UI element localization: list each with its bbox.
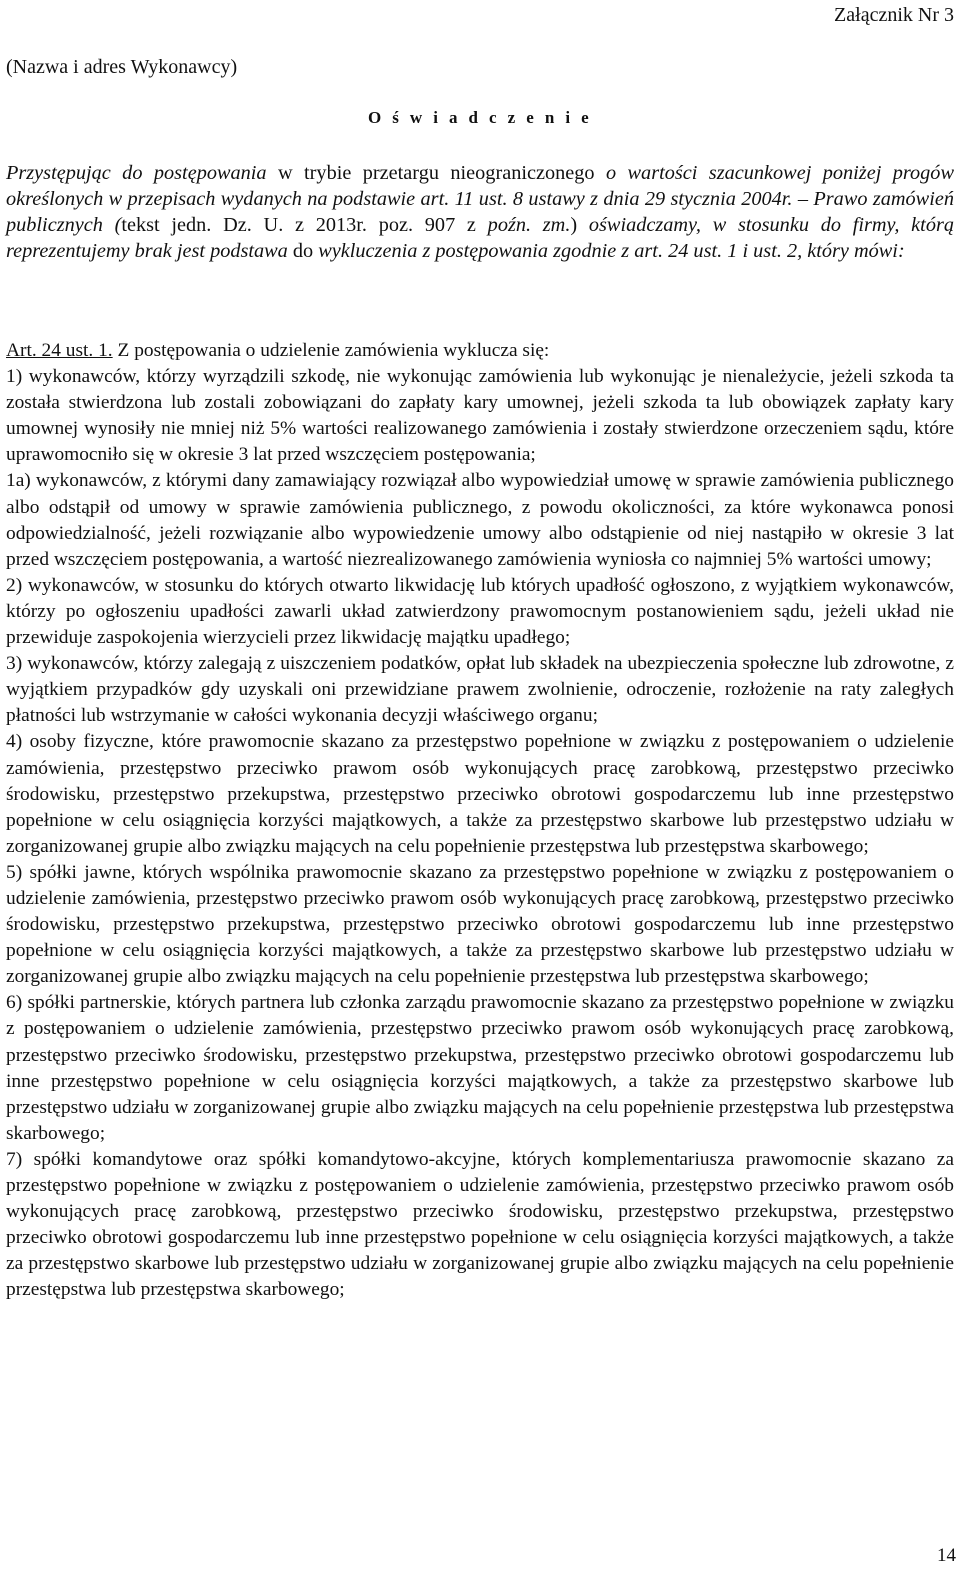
intro-part-3: o wartości szacunkowej poniżej progów określonych w przepisach wydanych na podstawie art. 11 ust. 8 ustawy z dnia 29 stycznia 2004r. – Prawo zamówień publicznych ( [6,162,954,236]
article-heading [6,338,954,364]
page-number: 14 [937,1545,956,1566]
intro-part-9: wykluczenia z postępowania zgodnie z art. 24 ust. 1 i ust. 2, który mówi: [318,240,905,262]
exclusion-point-6: 6) spółki partnerskie, których partnera lub członka zarządu prawomocnie skazano za przestępstwo popełnione w związku z postępowaniem o udzielenie zamówienia, przestępstwo przeciwko prawom osób wykonujących pracę zarobkową, przestępstwo przeciwko środowisku, przestępstwo przekupstwa, przestępstwo przeciwko obrotowi gospodarczemu lub inne przestępstwo popełnione w celu osiągnięcia korzyści majątkowych, a także za przestępstwo skarbowe lub przestępstwo udziału w zorganizowanej grupie albo związku mających na celu popełnienie przestępstwa lub przestępstwa skarbowego; [6,992,954,1144]
document-title: O ś w i a d c z e n i e [367,108,593,127]
article-intro-text: Z postępowania o udzielenie zamówienia wyklucza się: [112,340,550,361]
exclusion-point-5: 5) spółki jawne, których wspólnika prawomocnie skazano za przestępstwo popełnione w związku z postępowaniem o udzielenie zamówienia, przestępstwo przeciwko prawom osób wykonujących pracę zarobkową, przestępstwo przeciwko środowisku, przestępstwo przekupstwa, przestępstwo przeciwko obrotowi gospodarczemu lub inne przestępstwo popełnione w celu osiągnięcia korzyści majątkowych, a także za przestępstwo skarbowe lub przestępstwo udziału w zorganizowanej grupie albo związku mających na celu popełnienie przestępstwa lub przestępstwa skarbowego; [6,861,954,988]
intro-part-6: ) [570,214,589,236]
exclusion-point-4: 4) osoby fizyczne, które prawomocnie skazano za przestępstwo popełnione w związku z postępowaniem o udzielenie zamówienia, przestępstwo przeciwko prawom osób wykonujących pracę zarobkową, przestępstwo przeciwko środowisku, przestępstwo przekupstwa, przestępstwo przeciwko obrotowi gospodarczemu lub inne przestępstwo popełnione w celu osiągnięcia korzyści majątkowych, a także za przestępstwo skarbowe lub przestępstwo udziału w zorganizowanej grupie albo związku mających na celu popełnienie przestępstwa lub przestępstwa skarbowego; [6,731,954,857]
annex-label: Załącznik Nr 3 [834,4,954,26]
article-reference: Art. 24 ust. 1. [6,340,113,361]
intro-part-4: tekst jedn. Dz. U. z 2013r. poz. 907 z [121,214,488,236]
article-body [6,338,954,1303]
intro-part-7: oświadczamy, w stosunku do firmy, którą reprezentujemy brak jest podstawa [6,214,954,262]
intro-part-2: w trybie przetargu nieograniczonego [266,162,606,184]
exclusion-point-1: 1) wykonawców, którzy wyrządzili szkodę, nie wykonując zamówienia lub wykonując je nienależycie, jeżeli szkoda ta została stwierdzona lub zostali zobowiązani do zapłaty kary umownej, jeżeli szkoda ta lub obowiązek zapłaty kary umownej wynosiły nie mniej niż 5% wartości realizowanego zamówienia i zostały stwierdzone orzeczeniem sądu, które uprawomocniło się w okresie 3 lat przed wszczęciem postępowania; [6,366,954,466]
intro-part-8: do [287,240,319,262]
exclusion-point-2: 2) wykonawców, w stosunku do których otwarto likwidację lub których upadłość ogłoszono, z wyjątkiem wykonawców, którzy po ogłoszeniu upadłości zawarli układ zatwierdzony prawomocnym postanowieniem sądu, jeżeli układ nie przewiduje zaspokojenia wierzycieli przez likwidację majątku upadłego; [6,574,954,649]
intro-paragraph [6,160,954,264]
exclusion-point-3: 3) wykonawców, którzy zalegają z uiszczeniem podatków, opłat lub składek na ubezpieczenia społeczne lub zdrowotne, z wyjątkiem przypadków gdy uzyskali oni przewidziane prawem zwolnienie, odroczenie, rozłożenie na raty zaległych płatności lub wstrzymanie w całości wykonania decyzji właściwego organu; [6,653,954,727]
intro-part-5: poźn. zm. [487,214,571,236]
intro-part-1: Przystępując do postępowania [6,162,267,184]
contractor-name-address-label: (Nazwa i adres Wykonawcy) [6,56,238,78]
exclusion-point-7: 7) spółki komandytowe oraz spółki komandytowo-akcyjne, których komplementariusza prawomocnie skazano za przestępstwo popełnione w związku z postępowaniem o udzielenie zamówienia, przestępstwo przeciwko prawom osób wykonujących pracę zarobkową, przestępstwo przeciwko środowisku, przestępstwo przekupstwa, przestępstwo przeciwko obrotowi gospodarczemu lub inne przestępstwo popełnione w celu osiągnięcia korzyści majątkowych, a także za przestępstwo skarbowe lub przestępstwo udziału w zorganizowanej grupie albo związku mających na celu popełnienie przestępstwa lub przestępstwa skarbowego; [6,1148,954,1301]
exclusion-point-1a: 1a) wykonawców, z którymi dany zamawiający rozwiązał albo wypowiedział umowę w sprawie zamówienia publicznego albo odstąpił od umowy w sprawie zamówienia publicznego, z powodu okoliczności, za które wykonawca ponosi odpowiedzialność, jeżeli rozwiązanie albo wypowiedzenie umowy albo odstąpienie od niej nastąpiło w okresie 3 lat przed wszczęciem postępowania, a wartość niezrealizowanego zamówienia wyniosła co najmniej 5% wartości umowy; [6,470,954,570]
